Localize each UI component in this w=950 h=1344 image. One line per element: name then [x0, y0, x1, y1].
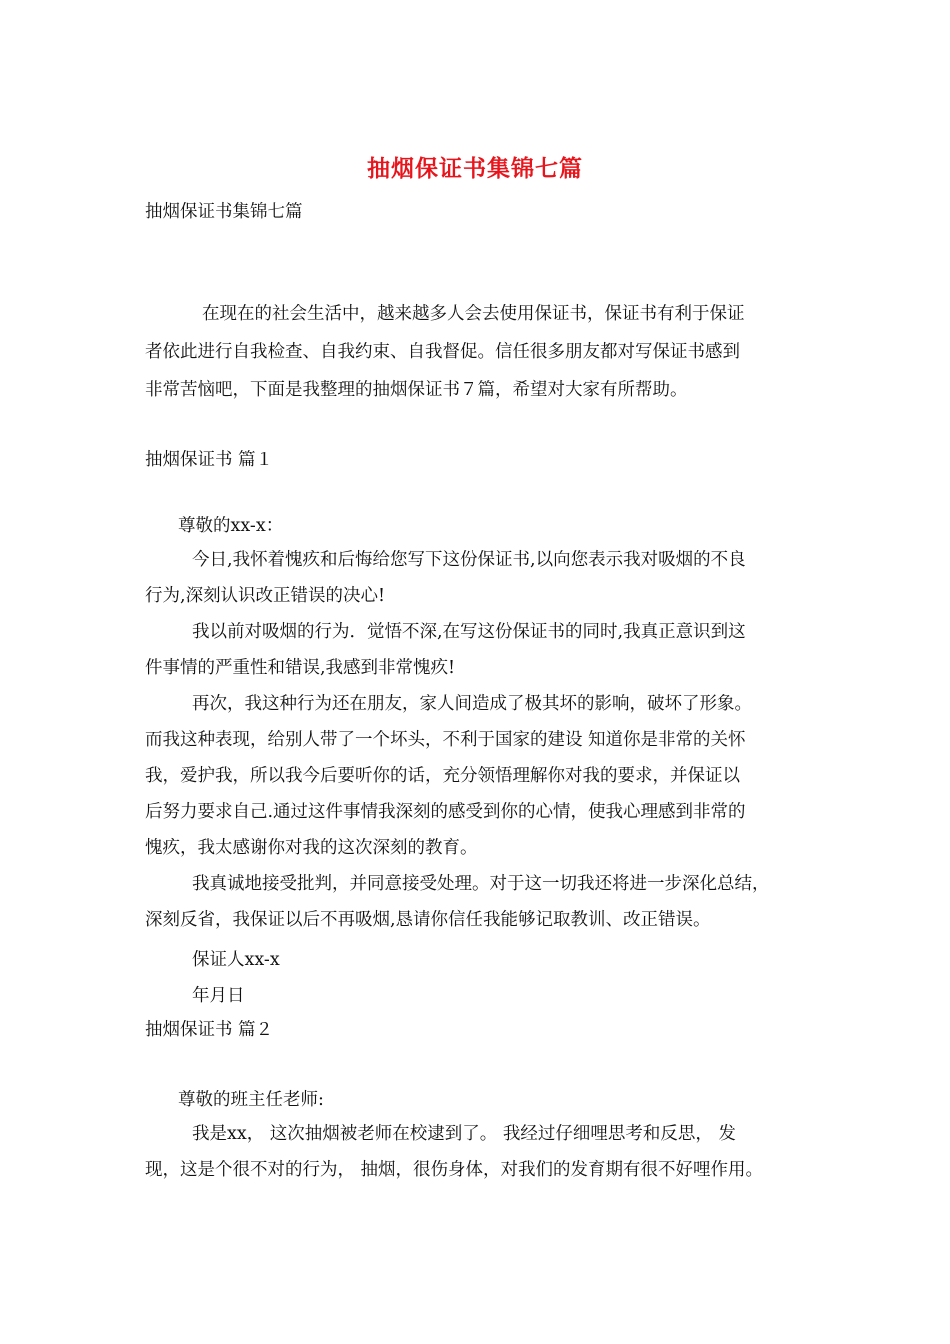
section1-salutation: 尊敬的xx-x：: [178, 516, 284, 536]
section1-heading: 抽烟保证书 篇１: [145, 450, 274, 470]
document-title: 抽烟保证书集锦七篇: [367, 155, 583, 182]
section1-date: 年月日: [192, 986, 245, 1006]
intro-line-1: 在现在的社会生活中，越来越多人会去使用保证书，保证书有利于保证: [202, 304, 745, 324]
section1-line-1: 今日,我怀着愧疚和后悔给您写下这份保证书,以向您表示我对吸烟的不良: [192, 550, 746, 570]
intro-line-3: 非常苦恼吧，下面是我整理的抽烟保证书７篇，希望对大家有所帮助。: [145, 380, 688, 400]
section1-signature: 保证人xx-x: [192, 950, 280, 970]
section1-line-2: 行为,深刻认识改正错误的决心!: [145, 586, 386, 606]
document-subtitle: 抽烟保证书集锦七篇: [145, 202, 303, 222]
section1-line-11: 深刻反省，我保证以后不再吸烟,恳请你信任我能够记取教训、改正错误。: [145, 910, 711, 930]
section1-line-6: 而我这种表现，给别人带了一个坏头，不利于国家的建设 知道你是非常的关怀: [145, 730, 746, 750]
section1-line-8: 后努力要求自己.通过这件事情我深刻的感受到你的心情，使我心理感到非常的: [145, 802, 746, 822]
section1-line-10: 我真诚地接受批判，并同意接受处理。对于这一切我还将进一步深化总结，: [192, 874, 770, 894]
section1-line-3: 我以前对吸烟的行为．觉悟不深,在写这份保证书的同时,我真正意识到这: [192, 622, 746, 642]
section1-line-4: 件事情的严重性和错误,我感到非常愧疚!: [145, 658, 456, 678]
section2-line-2: 现，这是个很不对的行为， 抽烟，很伤身体，对我们的发育期有很不好哩作用。: [145, 1160, 764, 1180]
section1-line-9: 愧疚，我太感谢你对我的这次深刻的教育。: [145, 838, 478, 858]
section2-heading: 抽烟保证书 篇２: [145, 1020, 274, 1040]
intro-line-2: 者依此进行自我检查、自我约束、自我督促。信任很多朋友都对写保证书感到: [145, 342, 740, 362]
section1-line-7: 我，爱护我，所以我今后要听你的话，充分领悟理解你对我的要求，并保证以: [145, 766, 740, 786]
section2-salutation: 尊敬的班主任老师:: [178, 1090, 324, 1110]
section2-line-1: 我是xx， 这次抽烟被老师在校逮到了。 我经过仔细哩思考和反思， 发: [192, 1124, 736, 1144]
section1-line-5: 再次，我这种行为还在朋友，家人间造成了极其坏的影响，破坏了形象。: [192, 694, 752, 714]
